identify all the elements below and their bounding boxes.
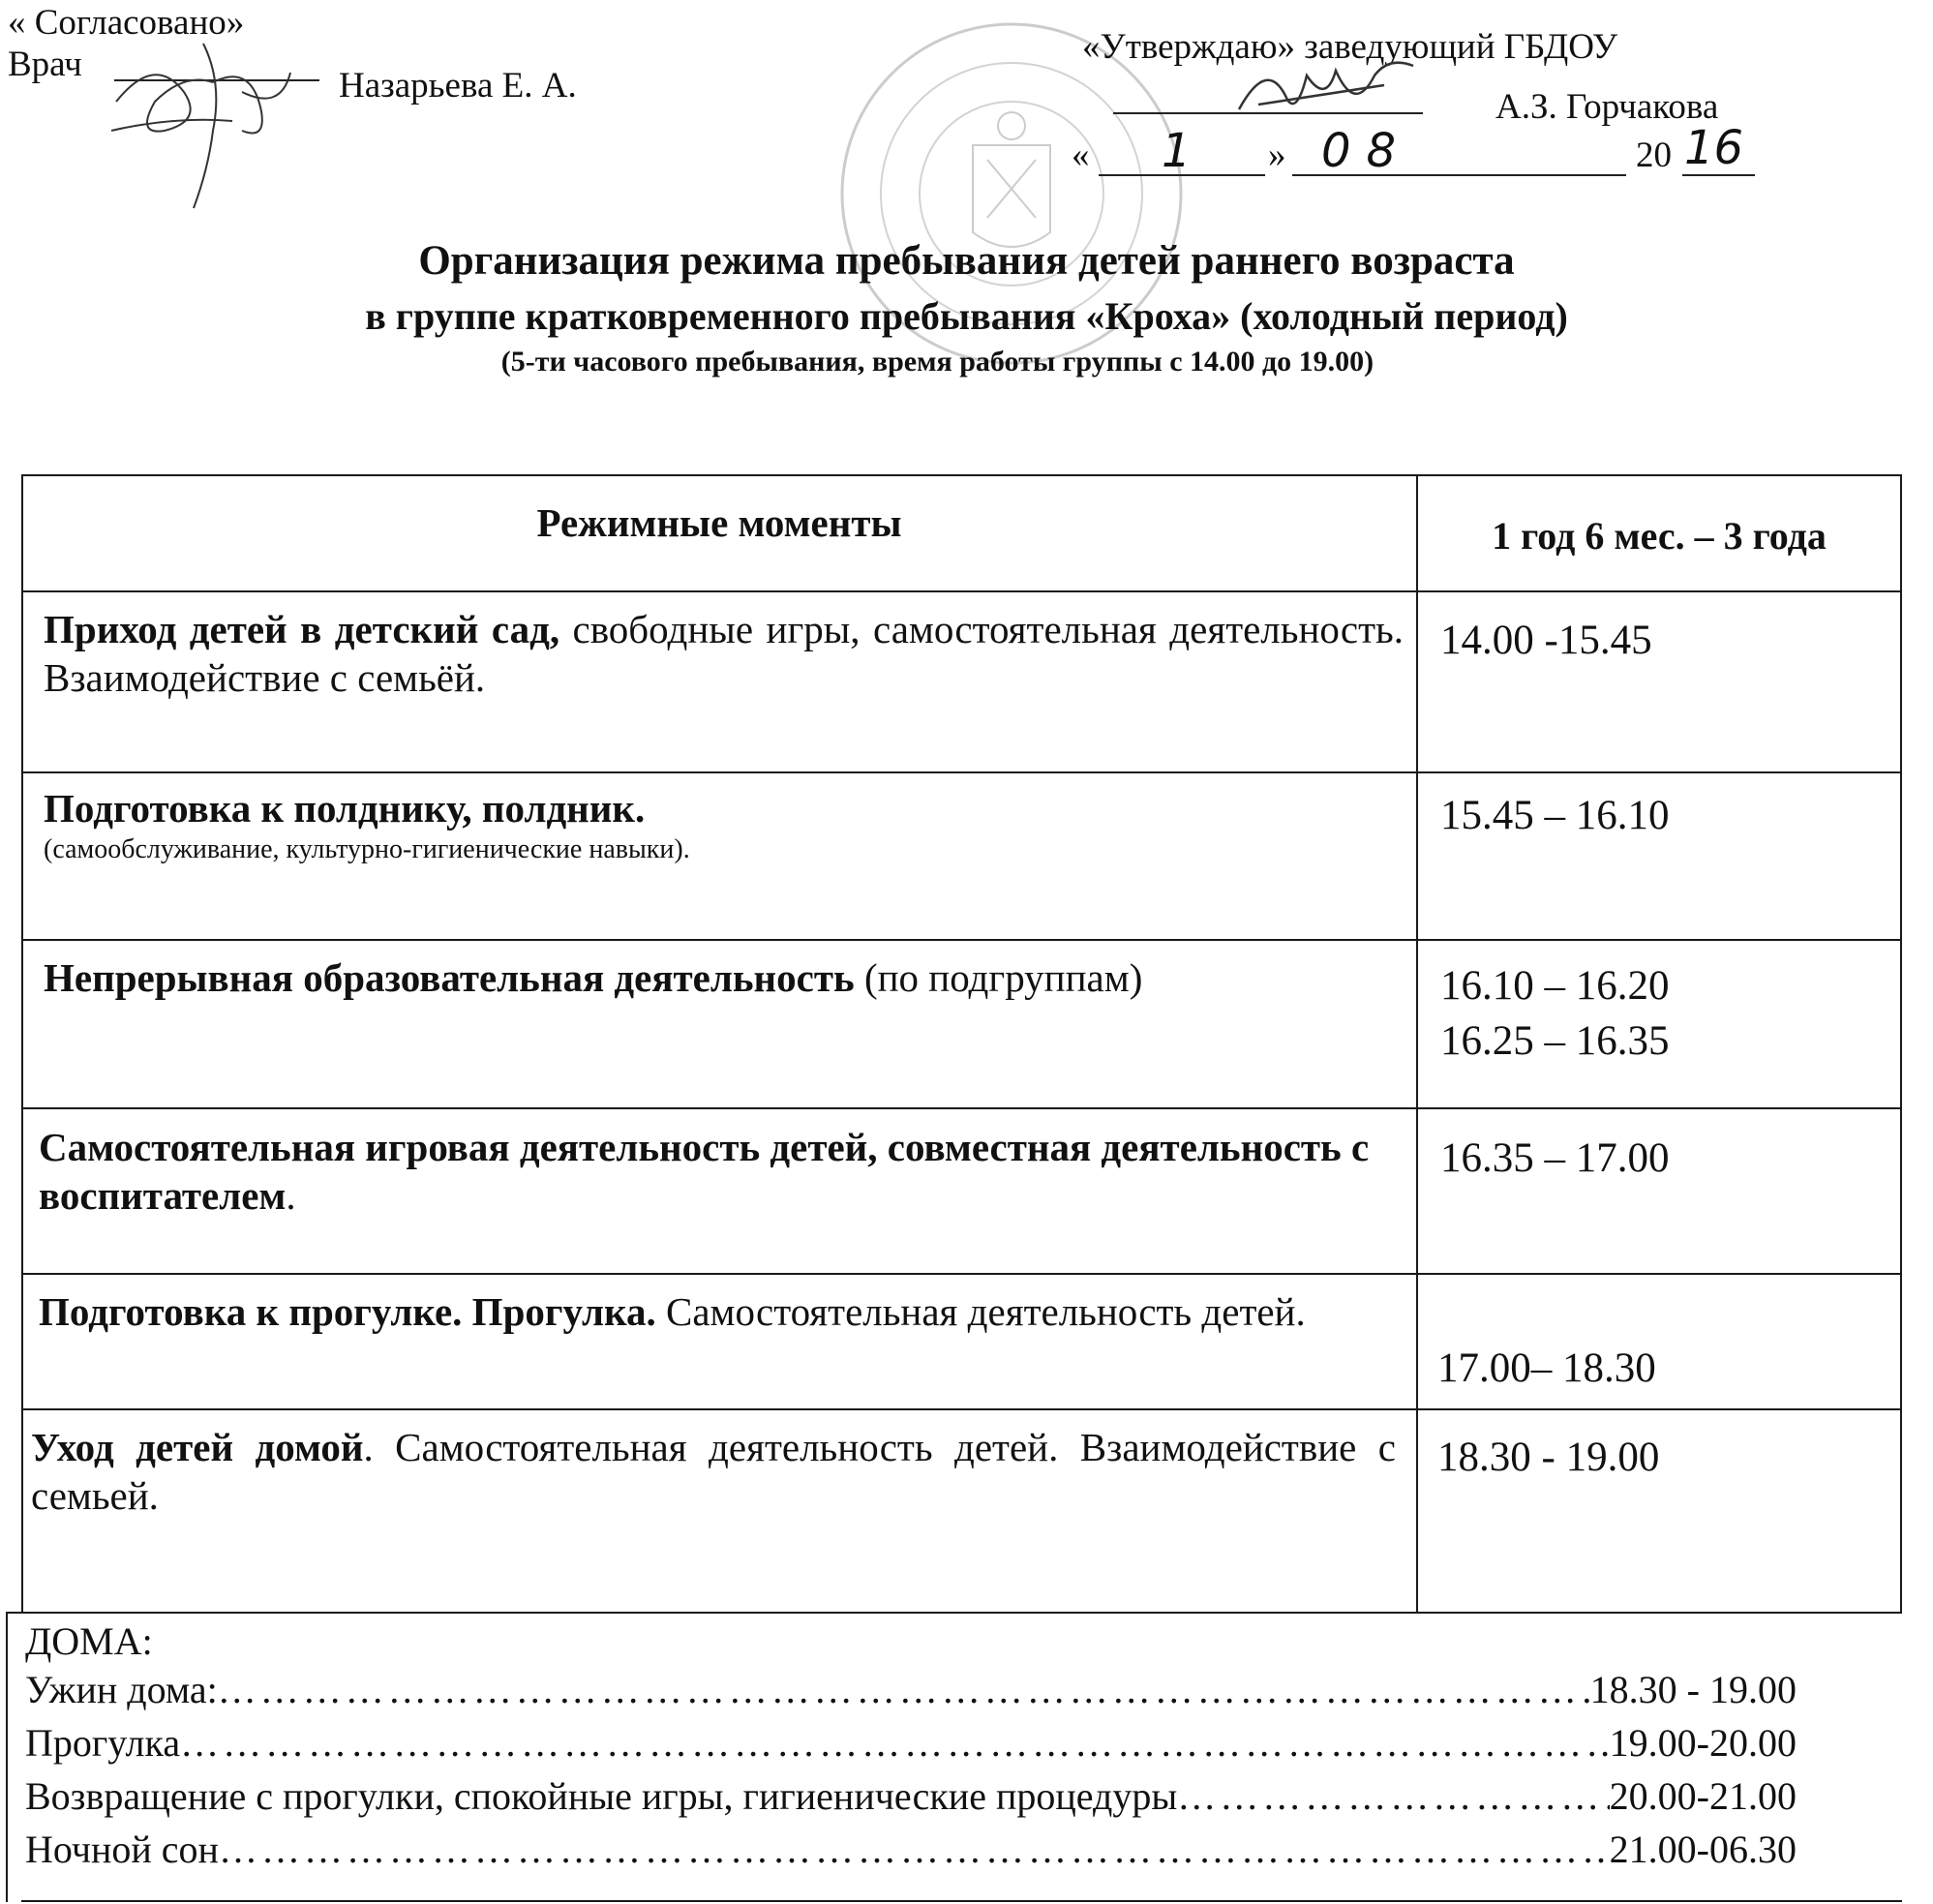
- home-item-time: 18.30 - 19.00: [1589, 1668, 1797, 1711]
- activity-bold: Уход детей домой: [31, 1425, 364, 1469]
- table-row-divider: [21, 590, 1902, 592]
- year-prefix: 20: [1636, 136, 1672, 175]
- date-open-quote: «: [1072, 136, 1090, 175]
- home-item-label: Возвращение с прогулки, спокойные игры, гигиенические процедуры: [25, 1774, 1178, 1818]
- column-header-age: 1 год 6 мес. – 3 года: [1492, 514, 1827, 558]
- approved-label: «Утверждаю» заведующий ГБДОУ: [1082, 27, 1618, 67]
- table-row-time: 15.45 – 16.10: [1440, 793, 1670, 838]
- table-row-divider: [21, 1612, 1902, 1614]
- home-border-left-join: [6, 1612, 23, 1614]
- table-border-right: [1900, 474, 1902, 1612]
- home-item-label: Ужин дома:: [25, 1668, 218, 1711]
- activity-bold: Подготовка к прогулке. Прогулка.: [39, 1289, 656, 1334]
- activity-bold: Подготовка к полднику, полдник.: [44, 786, 646, 831]
- table-row-divider: [21, 1107, 1902, 1109]
- home-item-label: Прогулка: [25, 1721, 181, 1765]
- home-item-time: 21.00-06.30: [1609, 1828, 1797, 1871]
- table-border-left: [21, 474, 23, 1612]
- table-row-activity: [31, 1423, 1396, 1520]
- table-row-divider: [21, 771, 1902, 773]
- table-row-activity: [44, 953, 1404, 1002]
- activity-note: (самообслуживание, культурно-гигиенические навыки).: [44, 834, 690, 864]
- leader-dots: [219, 1827, 1610, 1873]
- date-month: 08: [1321, 124, 1412, 178]
- year-suffix: 16: [1684, 121, 1744, 175]
- activity-text: . Самостоятельная деятельность детей. Взаимодействие с семьей.: [31, 1425, 1396, 1518]
- home-border-left: [6, 1612, 8, 1902]
- activity-text: (по подгруппам): [854, 955, 1143, 1000]
- head-name: А.З. Горчакова: [1495, 87, 1719, 127]
- leader-dots: [218, 1667, 1590, 1713]
- head-signature: [1229, 46, 1423, 124]
- activity-text: .: [286, 1173, 296, 1218]
- home-item: [25, 1773, 1797, 1820]
- table-row-divider: [21, 1408, 1902, 1410]
- home-item-time: 19.00-20.00: [1609, 1721, 1797, 1765]
- table-row-divider: [21, 939, 1902, 941]
- table-row-time: 16.25 – 16.35: [1440, 1018, 1670, 1064]
- date-day: 1: [1162, 124, 1192, 178]
- table-row-time: 16.10 – 16.20: [1440, 963, 1670, 1009]
- table-row-activity: [39, 1287, 1399, 1336]
- activity-text: Самостоятельная деятельность детей.: [655, 1289, 1306, 1334]
- table-row-activity: [39, 1123, 1399, 1220]
- leader-dots: [180, 1720, 1610, 1767]
- home-heading: ДОМА:: [25, 1619, 153, 1663]
- activity-bold: Приход детей в детский сад,: [44, 607, 560, 651]
- activity-bold: Самостоятельная игровая деятельность детей, совместная деятельность с воспитателем: [39, 1125, 1370, 1218]
- doctor-signature: [97, 24, 310, 227]
- home-item-label: Ночной сон: [25, 1828, 219, 1871]
- table-row-activity: [44, 605, 1404, 702]
- table-column-divider: [1416, 474, 1418, 1612]
- document-title-line2: в группе кратковременного пребывания «Кроха» (холодный период): [365, 294, 1568, 338]
- date-close-quote: »: [1268, 136, 1286, 175]
- agreed-label: « Согласовано»: [8, 3, 245, 43]
- home-item: [25, 1827, 1797, 1873]
- activity-bold: Непрерывная образовательная деятельность: [44, 955, 855, 1000]
- table-row-time: 14.00 -15.45: [1440, 618, 1652, 663]
- table-row-activity: [44, 784, 1404, 867]
- doctor-role: Врач: [8, 45, 82, 84]
- document-title-line3: (5-ти часового пребывания, время работы группы с 14.00 до 19.00): [500, 346, 1374, 378]
- doctor-name: Назарьева Е. А.: [339, 66, 577, 106]
- home-item: [25, 1667, 1797, 1713]
- activity-text: свободные игры, самостоятельная деятельность. Взаимодействие с семьёй.: [44, 607, 1404, 700]
- table-row-divider: [21, 1273, 1902, 1275]
- table-border-bottom: [21, 1900, 1902, 1902]
- table-border-top: [21, 474, 1902, 476]
- table-row-time: 17.00– 18.30: [1437, 1345, 1656, 1391]
- table-row-time: 18.30 - 19.00: [1437, 1435, 1660, 1480]
- column-header-activity: Режимные моменты: [536, 500, 902, 545]
- leader-dots: [1177, 1773, 1609, 1820]
- table-row-time: 16.35 – 17.00: [1440, 1135, 1670, 1181]
- home-item: [25, 1720, 1797, 1767]
- home-item-time: 20.00-21.00: [1609, 1774, 1797, 1818]
- document-title-line1: Организация режима пребывания детей раннего возраста: [418, 238, 1515, 284]
